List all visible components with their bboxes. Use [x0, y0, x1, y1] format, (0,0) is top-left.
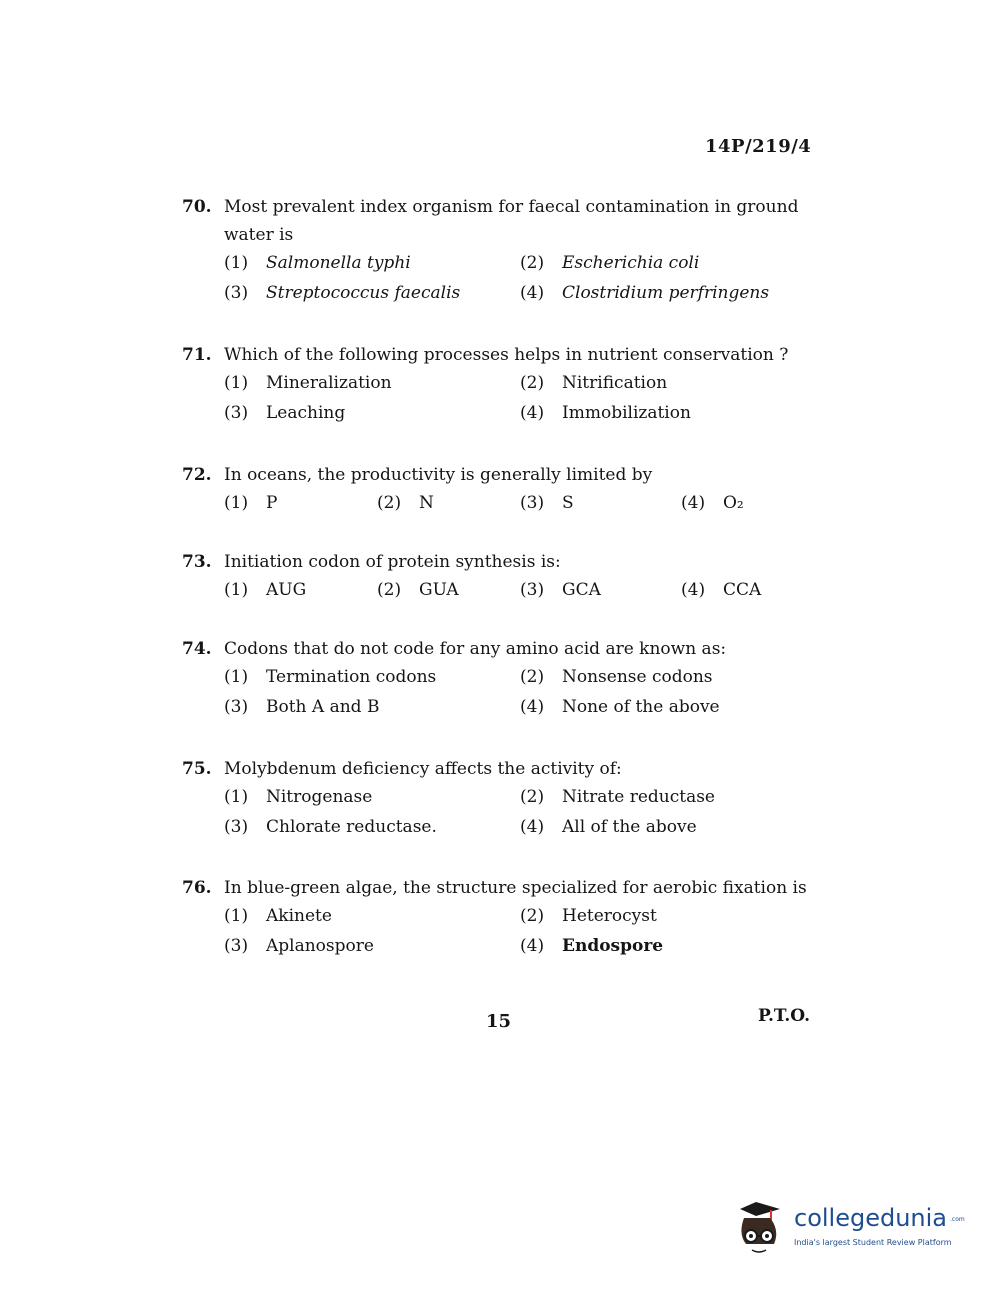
page-number: 15 — [486, 1011, 512, 1032]
question-text: Molybdenum deficiency affects the activity of: — [224, 759, 622, 779]
logo-tagline: India's largest Student Review Platform — [794, 1238, 952, 1247]
option-text: Akinete — [266, 906, 332, 926]
option — [224, 787, 520, 807]
option-number: (1) — [224, 373, 249, 393]
option-text: All of the above — [562, 817, 697, 837]
option-number: (1) — [224, 493, 249, 513]
question-text: Initiation codon of protein synthesis is: — [224, 552, 561, 572]
option-number: (2) — [520, 906, 545, 926]
option-text: Immobilization — [562, 403, 691, 423]
question-number: 76. — [182, 878, 212, 898]
option-text: Endospore — [562, 936, 664, 956]
question-71 — [182, 341, 812, 423]
option-number: (4) — [520, 936, 545, 956]
option-text: O₂ — [723, 493, 744, 513]
option-number: (4) — [520, 283, 545, 303]
option — [681, 493, 821, 513]
mascot-icon — [736, 1198, 792, 1256]
question-text: Which of the following processes helps in nutrient conservation ? — [224, 345, 789, 365]
option-text: Nitrification — [562, 373, 668, 393]
question-number: 73. — [182, 552, 212, 572]
question-number: 72. — [182, 465, 212, 485]
option — [520, 936, 820, 956]
option-number: (1) — [224, 906, 249, 926]
question-70 — [182, 193, 812, 303]
option-text: Aplanospore — [266, 936, 374, 956]
option-text: P — [266, 493, 278, 513]
question-number: 70. — [182, 197, 212, 217]
option-number: (2) — [377, 493, 402, 513]
option-text: Nonsense codons — [562, 667, 713, 687]
pto-label: P.T.O. — [758, 1006, 810, 1026]
option-text: Salmonella typhi — [266, 253, 411, 273]
option — [224, 403, 520, 423]
option — [224, 253, 520, 273]
question-76 — [182, 874, 812, 956]
option-text: Termination codons — [266, 667, 437, 687]
option — [520, 580, 681, 600]
option-number: (3) — [520, 493, 545, 513]
option-number: (4) — [681, 580, 706, 600]
question-number: 74. — [182, 639, 212, 659]
option — [520, 403, 820, 423]
option-text: Nitrogenase — [266, 787, 373, 807]
option-text: AUG — [266, 580, 307, 600]
option-number: (2) — [520, 787, 545, 807]
option-number: (2) — [520, 667, 545, 687]
option — [681, 580, 821, 600]
option-text: Nitrate reductase — [562, 787, 715, 807]
question-number: 75. — [182, 759, 212, 779]
option-number: (1) — [224, 580, 249, 600]
option — [224, 373, 520, 393]
option-number: (4) — [520, 697, 545, 717]
option — [520, 906, 820, 926]
option — [224, 906, 520, 926]
option-text: None of the above — [562, 697, 720, 717]
option — [520, 787, 820, 807]
question-74 — [182, 635, 812, 717]
option — [224, 697, 520, 717]
question-text: In oceans, the productivity is generally limited by — [224, 465, 653, 485]
option-number: (3) — [224, 697, 249, 717]
option-text: Clostridium perfringens — [562, 283, 770, 303]
option — [224, 283, 520, 303]
option-number: (4) — [520, 403, 545, 423]
option — [520, 373, 820, 393]
option — [520, 493, 681, 513]
option-text: Leaching — [266, 403, 346, 423]
paper-code: 14P/219/4 — [705, 136, 812, 157]
option-text: Mineralization — [266, 373, 392, 393]
option-number: (3) — [224, 283, 249, 303]
option-text: Heterocyst — [562, 906, 657, 926]
question-text: Codons that do not code for any amino acid are known as: — [224, 639, 727, 659]
option-number: (4) — [520, 817, 545, 837]
logo-name: collegedunia — [794, 1204, 948, 1232]
option-number: (3) — [224, 403, 249, 423]
question-text: Most prevalent index organism for faecal contamination in ground water is — [224, 197, 799, 245]
option — [377, 493, 520, 513]
option — [224, 667, 520, 687]
option-number: (4) — [681, 493, 706, 513]
option-text: Chlorate reductase. — [266, 817, 437, 837]
question-number: 71. — [182, 345, 212, 365]
option — [520, 253, 820, 273]
option-text: GCA — [562, 580, 601, 600]
logo-superscript: .com — [950, 1216, 965, 1223]
option-number: (2) — [377, 580, 402, 600]
option-number: (2) — [520, 373, 545, 393]
option-text: Both A and B — [266, 697, 380, 717]
option-text: Escherichia coli — [562, 253, 700, 273]
option-number: (1) — [224, 253, 249, 273]
option-number: (1) — [224, 667, 249, 687]
option-text: CCA — [723, 580, 762, 600]
option-text: S — [562, 493, 574, 513]
option — [520, 697, 820, 717]
option-number: (3) — [224, 936, 249, 956]
option — [520, 817, 820, 837]
option — [224, 817, 520, 837]
option-number: (1) — [224, 787, 249, 807]
question-text: In blue-green algae, the structure specialized for aerobic fixation is — [224, 878, 807, 898]
option-number: (3) — [224, 817, 249, 837]
option — [377, 580, 520, 600]
option-text: GUA — [419, 580, 459, 600]
option — [224, 580, 377, 600]
question-72 — [182, 461, 812, 513]
collegedunia-logo — [736, 1198, 965, 1260]
option-number: (2) — [520, 253, 545, 273]
option — [224, 936, 520, 956]
option-text: N — [419, 493, 434, 513]
question-73 — [182, 548, 812, 600]
option — [224, 493, 377, 513]
option-text: Streptococcus faecalis — [266, 283, 461, 303]
option — [520, 667, 820, 687]
option-number: (3) — [520, 580, 545, 600]
option — [520, 283, 820, 303]
question-75 — [182, 755, 812, 837]
